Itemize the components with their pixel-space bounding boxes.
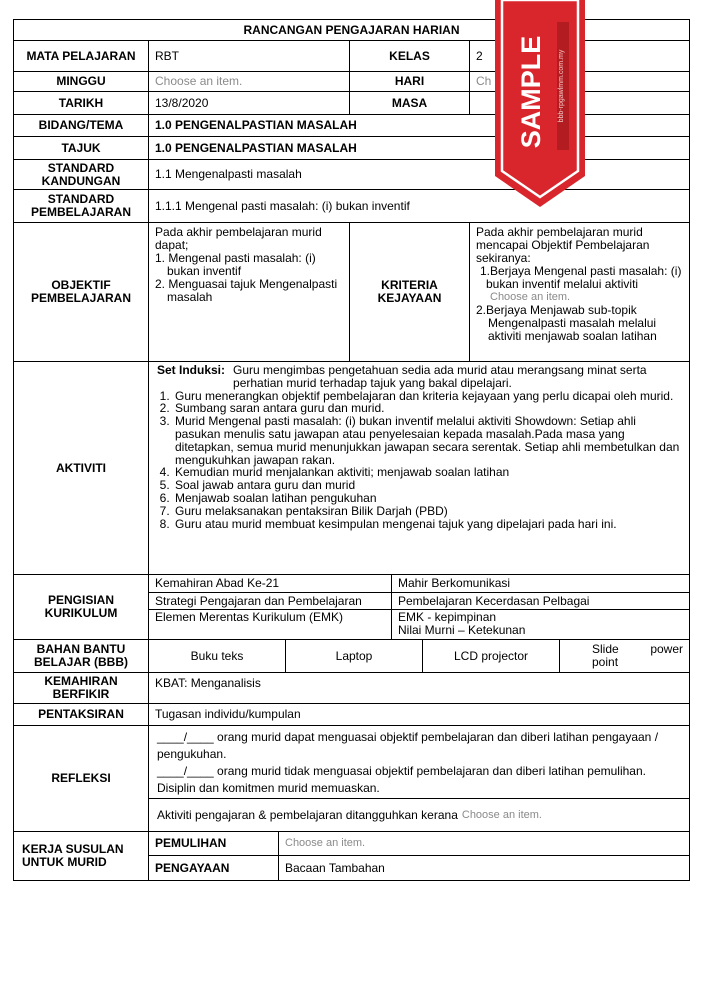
activities-cell (148, 361, 690, 575)
page-title: RANCANGAN PENGAJARAN HARIAN (13, 19, 690, 41)
activity-step: 2. Sumbang saran antara guru dan murid. (173, 402, 683, 415)
material-item: Buku teks (148, 639, 286, 673)
enrichment-label: PENGAYAAN (148, 855, 279, 881)
activity-step: 5. Soal jawab antara guru dan murid (173, 479, 683, 492)
material-item: LCD projector (422, 639, 560, 673)
watermark-subtext: bbb-rpgawlmm.com.my (558, 49, 565, 123)
learning-standard-value: 1.1.1 Mengenal pasti masalah: (i) bukan inventif (148, 189, 690, 223)
curriculum-item: Elemen Merentas Kurikulum (EMK) (148, 609, 392, 640)
activities-label: AKTIVITI (13, 361, 149, 575)
time-label: MASA (349, 91, 470, 115)
postponed-reason-dropdown[interactable]: Choose an item. (461, 808, 542, 821)
followup-label: KERJA SUSULAN UNTUK MURID (13, 831, 149, 881)
topic-label: TAJUK (13, 136, 149, 160)
criteria-label: KRITERIA KEJAYAAN (349, 222, 470, 362)
remedial-label: PEMULIHAN (148, 831, 279, 856)
date-value[interactable]: 13/8/2020 (148, 91, 350, 115)
assessment-label: PENTAKSIRAN (13, 703, 149, 726)
activity-step: 1. Guru menerangkan objektif pembelajaran dan kriteria kejayaan yang perlu dicapai oleh murid. (173, 390, 683, 403)
subject-value[interactable]: RBT (148, 40, 350, 72)
reflection-mastered: ____/____ orang murid dapat menguasai objektif pembelajaran dan diberi latihan pengayaan / pengukuhan. (157, 730, 659, 761)
activity-step: 6. Menjawab soalan latihan pengukuhan (173, 492, 683, 505)
topic-value: 1.0 PENGENALPASTIAN MASALAH (148, 136, 690, 160)
activity-step: 7. Guru melaksanakan pentaksiran Bilik Darjah (PBD) (173, 505, 683, 518)
criteria-cell (469, 222, 690, 362)
enrichment-value: Bacaan Tambahan (278, 855, 690, 881)
content-standard-label: STANDARD KANDUNGAN (13, 159, 149, 190)
curriculum-item: Kemahiran Abad Ke-21 (148, 574, 392, 593)
sample-watermark (495, 0, 585, 210)
subject-label: MATA PELAJARAN (13, 40, 149, 72)
criteria-item-2: 2.Berjaya Menjawab sub-topik Mengenalpasti masalah melalui aktiviti menjawab soalan latihan (476, 303, 657, 343)
curriculum-value: EMK - kepimpinan Nilai Murni – Ketekunan (391, 609, 690, 640)
day-dropdown[interactable]: Ch (469, 71, 690, 92)
theme-value: 1.0 PENGENALPASTIAN MASALAH (148, 114, 690, 137)
objective-item-2: 2. Menguasai tajuk Mengenalpasti masalah (155, 277, 338, 304)
activity-steps (157, 390, 683, 531)
assessment-value: Tugasan individu/kumpulan (148, 703, 690, 726)
criteria-item-1: 1.Berjaya Mengenal pasti masalah: (i) bukan inventif melalui aktiviti (480, 264, 682, 291)
class-label: KELAS (349, 40, 470, 72)
criteria-intro: Pada akhir pembelajaran murid mencapai Objektif Pembelajaran sekiranya: (476, 225, 650, 265)
material-item: Slide power point (559, 639, 690, 673)
content-standard-value: 1.1 Mengenalpasti masalah (148, 159, 690, 190)
induction-text: Guru mengimbas pengetahuan sedia ada murid atau merangsang minat serta perhatian murid terhadap tajuk yang bakal dipelajari. (233, 363, 647, 390)
curriculum-value: Mahir Berkomunikasi (391, 574, 690, 593)
objectives-intro: Pada akhir pembelajaran murid dapat; (155, 225, 322, 252)
materials-label: BAHAN BANTU BELAJAR (BBB) (13, 639, 149, 673)
activity-step: 4. Kemudian murid menjalankan aktiviti; menjawab soalan latihan (173, 466, 683, 479)
criteria-item-1-dropdown[interactable]: Choose an item. (490, 291, 571, 303)
day-label: HARI (349, 71, 470, 92)
thinking-skill-value: KBAT: Menganalisis (148, 672, 690, 704)
induction-label: Set Induksi: (157, 363, 226, 377)
curriculum-label: PENGISIAN KURIKULUM (13, 574, 149, 640)
postponed-text: Aktiviti pengajaran & pembelajaran ditangguhkan kerana (157, 807, 458, 822)
objectives-label: OBJEKTIF PEMBELAJARAN (13, 222, 149, 362)
learning-standard-label: STANDARD PEMBELAJARAN (13, 189, 149, 223)
reflection-cell (148, 725, 690, 799)
objectives-cell (148, 222, 350, 362)
watermark-text: SAMPLE (516, 35, 546, 149)
lesson-plan-table (13, 19, 690, 881)
reflection-not-mastered: ____/____ orang murid tidak menguasai objektif pembelajaran dan diberi latihan pemulihan. Disiplin dan komitmen murid memuaskan. (157, 764, 646, 795)
class-value[interactable]: 2 (469, 40, 690, 72)
week-label: MINGGU (13, 71, 149, 92)
theme-label: BIDANG/TEMA (13, 114, 149, 137)
remedial-dropdown[interactable]: Choose an item. (278, 831, 690, 856)
curriculum-value: Pembelajaran Kecerdasan Pelbagai (391, 592, 690, 610)
objective-item-1: 1. Mengenal pasti masalah: (i) bukan inventif (155, 251, 316, 278)
date-label: TARIKH (13, 91, 149, 115)
curriculum-item: Strategi Pengajaran dan Pembelajaran (148, 592, 392, 610)
week-dropdown[interactable]: Choose an item. (148, 71, 350, 92)
activity-step: 3. Murid Mengenal pasti masalah: (i) bukan inventif melalui aktiviti Showdown: Setiap ahli pasukan menulis satu jawapan atau penyelesaian kepada masalah.Pada masa yang ditetapkan, semua murid menunjukkan jawapan secara serentak. Setiap ahli membetulkan dan mengukuhkan jawapan rakan. (173, 415, 683, 466)
reflection-label: REFLEKSI (13, 725, 149, 832)
thinking-skill-label: KEMAHIRAN BERFIKIR (13, 672, 149, 704)
material-item: Laptop (285, 639, 423, 673)
ribbon-shape (495, 0, 585, 210)
postponed-cell (148, 798, 690, 832)
activity-step: 8. Guru atau murid membuat kesimpulan mengenai tajuk yang dipelajari pada hari ini. (173, 518, 683, 531)
